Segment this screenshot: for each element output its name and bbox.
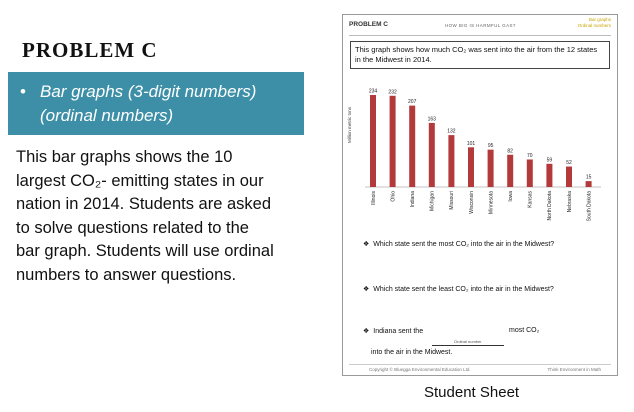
bullet-box — [8, 72, 304, 135]
bar-value-label: 163 — [427, 116, 436, 123]
diamond-bullet-icon: ❖ — [363, 328, 370, 335]
question-3-end: into the air in the Midwest. — [371, 349, 453, 356]
category-label: North Dakota — [547, 191, 554, 221]
bar-value-label: 95 — [487, 143, 494, 150]
sheet-footer — [349, 364, 611, 373]
footer-copyright: Copyright © Bluegga Environmental Education Ltd. — [369, 367, 471, 372]
diamond-bullet-icon: ❖ — [363, 241, 370, 248]
question-3-mid: most CO₂ — [509, 327, 540, 334]
bar-illinois — [370, 95, 376, 187]
category-label: Wisconsin — [468, 191, 475, 214]
bar-value-label: 232 — [388, 89, 397, 96]
intro-line: in the Midwest in 2014. — [355, 54, 432, 64]
category-label: Indiana — [410, 191, 416, 208]
category-label: Illinois — [370, 191, 377, 205]
description-line: bar graph. Students will use ordinal — [16, 242, 274, 260]
bullet-line-1: Bar graphs (3-digit numbers) — [40, 82, 257, 101]
description-line: largest CO₂- emitting states in our — [16, 171, 264, 190]
bar-south-dakota — [586, 181, 592, 187]
bar-north-dakota — [546, 164, 552, 187]
description-line: nation in 2014. Students are asked — [16, 195, 272, 213]
bar-value-label: 207 — [408, 99, 417, 106]
bar-wisconsin — [468, 147, 474, 187]
category-label: Missouri — [449, 191, 456, 210]
bar-value-label: 59 — [546, 157, 553, 164]
bar-minnesota — [488, 150, 494, 187]
bullet-line-2: (ordinal numbers) — [40, 106, 174, 125]
bar-indiana — [409, 106, 415, 187]
sheet-header-tag: Ordinal numbers — [577, 22, 611, 28]
category-label: Ohio — [390, 191, 397, 202]
category-label: Michigan — [429, 191, 436, 212]
description-line: to solve questions related to the — [16, 218, 249, 237]
answer-blank-caption: Ordinal number — [454, 339, 482, 344]
slide-heading: PROBLEM C — [22, 38, 158, 62]
intro-line: This graph shows how much CO₂ was sent into the air from the 12 states — [355, 45, 598, 54]
question-2-text: Which state sent the least CO₂ into the air in the Midwest? — [373, 286, 554, 293]
bar-iowa — [507, 155, 513, 187]
description-line: This bar graphs shows the 10 — [16, 148, 233, 166]
description-line: numbers to answer questions. — [16, 265, 237, 284]
sheet-caption: Student Sheet — [424, 384, 520, 401]
bar-missouri — [448, 135, 454, 187]
bar-chart — [343, 75, 617, 239]
sheet-header-tag: Bar graphs — [588, 17, 611, 22]
bar-michigan — [429, 123, 435, 187]
bar-value-label: 132 — [447, 128, 456, 135]
question-3 — [363, 327, 423, 335]
question-1 — [363, 240, 554, 248]
student-sheet — [342, 14, 618, 376]
bar-value-label: 15 — [585, 174, 592, 181]
footer-series: Think Environment in Math — [547, 367, 601, 372]
diamond-bullet-icon: ❖ — [363, 286, 370, 293]
category-label: Kansas — [527, 191, 534, 208]
category-label: South Dakota — [586, 191, 593, 222]
category-label: Nebraska — [566, 191, 573, 213]
description — [16, 146, 304, 287]
category-label: Minnesota — [488, 191, 495, 215]
sheet-header — [349, 17, 611, 36]
bar-value-label: 101 — [466, 140, 476, 147]
bar-nebraska — [566, 167, 572, 187]
bar-ohio — [390, 96, 396, 187]
bar-value-label: 234 — [368, 88, 378, 95]
bar-value-label: 70 — [527, 152, 533, 159]
y-axis-label: Million metric tons — [347, 106, 352, 144]
bar-value-label: 52 — [566, 160, 572, 167]
sheet-header-center: HOW BIG IS HARMFUL GAS? — [445, 23, 516, 28]
question-1-text: Which state sent the most CO₂ into the air in the Midwest? — [373, 241, 555, 248]
category-label: Iowa — [508, 191, 514, 202]
bar-value-label: 82 — [507, 148, 513, 155]
answer-blank-line[interactable] — [432, 345, 504, 346]
sheet-header-title: PROBLEM C — [349, 21, 388, 28]
intro-box — [350, 41, 610, 69]
question-3-start: Indiana sent the — [373, 328, 424, 335]
bullet-marker: • — [20, 82, 26, 101]
sheet-header-tags — [578, 17, 611, 28]
question-2 — [363, 285, 554, 293]
bar-kansas — [527, 159, 533, 187]
